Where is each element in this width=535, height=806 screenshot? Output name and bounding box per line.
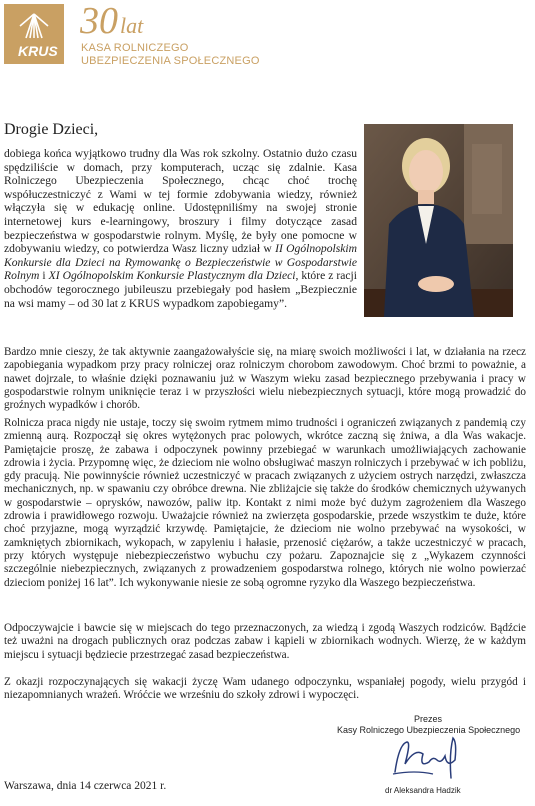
signatory-institution: Kasy Rolniczego Ubezpieczenia Społecznego (337, 725, 521, 735)
body-paragraph-2: Bardzo mnie cieszy, że tak aktywnie zaangażowałyście się, na miarę swoich możliwości i lat, w działania na rzecz zapobiegania wypadkom przy pracy rolniczej oraz rolniczym chorobom zawodowym. Choć brzmi to poważnie, a nawet dojrzale, to właśnie dzięki poznawaniu już w Waszym wieku zasad bezpiecznego przebywania i pracy w gospodarstwie rolnym uniknięcie teraz i w przyszłości wielu niebezpiecznych sytuacji, które mogą prowadzić do groźnych wypadków i chorób. (4, 346, 526, 412)
body-paragraph-5: Z okazji rozpoczynających się wakacji życzę Wam udanego odpoczynku, wspaniałej pogody, wielu przygód i niezapomnianych wrażeń. Wróćcie we wrześniu do szkoły zdrowi i wypoczęci. (4, 676, 526, 702)
org-name-line1: KASA ROLNICZEGO (81, 42, 189, 54)
anniversary-word: lat (120, 13, 144, 38)
signatory-title: Prezes (414, 714, 443, 724)
contest-name-1: II Ogólnopolskim Konkursie dla Dzieci na Rymowankę o Bezpieczeństwie w Gospodarstwie Rolnym (4, 242, 358, 283)
intro-text-1: dobiega końca wyjątkowo trudny dla Was rok szkolny. Ostatnio dużo czasu spędziliście w domach, przy komputerach, ucząc się zdalnie. Kasa Rolniczego Ubezpieczenia Społecznego, chcąc choć trochę współuczestniczyć z Wami w tej formie zdobywania wiedzy, również włączyła się w edukację online. Udostępniliśmy na swojej stronie internetowej kurs e-learningowy, broszury i filmy dotyczące zasad bezpieczeństwa w gospodarstwie rolnym. Myślę, że były one pomocne w zdobywaniu wiedzy, co potwierdza Wasz liczny udział w (4, 147, 357, 256)
intro-text-2: i (39, 269, 49, 283)
handwritten-signature (385, 734, 465, 784)
org-name-line2: UBEZPIECZENIA SPOŁECZNEGO (81, 55, 260, 67)
intro-paragraph (4, 147, 357, 310)
place-and-date: Warszawa, dnia 14 czerwca 2021 r. (4, 780, 167, 792)
anniversary-number: 30 (80, 0, 118, 42)
intro-text-3: , które z racji obchodów tegorocznego jubileuszu przebiegały pod hasłem „Bezpiecznie na wsi mamy – od 30 lat z KRUS wypadkom zapobiegamy”. (4, 269, 357, 310)
body-paragraph-3: Rolnicza praca nigdy nie ustaje, toczy się swoim rytmem mimo trudności i ograniczeń związanych z pandemią czy zmienną aurą. Rozpoczął się okres wytężonych prac polowych, wkrótce zaczną się żniwa, a dla Was wakacje. Pamiętajcie proszę, że zabawa i odpoczynek powinny przebiegać w warunkach umożliwiających zachowanie zdrowia i życia. Przypomnę więc, że dzieciom nie wolno obsługiwać maszyn rolniczych i przebywać w ich pobliżu, gdy pracują. Nie powinnyście również uczestniczyć w pracach związanych z użyciem ostrych narzędzi, zwłaszcza mechanicznych, np. w spawaniu czy obróbce drewna. Nie zbliżajcie się także do środków chemicznych używanych w gospodarstwie – oprysków, nawozów, paliw itp. Kontakt z nimi może być dużym zagrożeniem dla Waszego zdrowia i prawidłowego rozwoju. Uważajcie również na zwierzęta gospodarskie, przede wszystkim te duże, które choć przyjazne, mogą wyrządzić krzywdę. Pamiętajcie, że dzieciom nie wolno przebywać na wysokości, w zamkniętych zbiornikach, wykopach, w zapyleniu i hałasie, przenosić ciężarów, a także uczestniczyć w pracach, przy których występuje niebezpieczeństwo wybuchu czy pożaru. Zapoznajcie się z „Wykazem czynności szczególnie niebezpiecznych, związanych z prowadzeniem gospodarstwa rolnego, których nie wolno powierzać dzieciom poniżej 16 lat”. Ich wykonywanie niesie ze sobą ogromne ryzyko dla Waszego bezpieczeństwa. (4, 417, 526, 589)
body-paragraph-4: Odpoczywajcie i bawcie się w miejscach do tego przeznaczonych, za wiedzą i zgodą Waszych rodziców. Bądźcie też uważni na drogach publicznych oraz podczas zabaw i kąpieli w zbiornikach wodnych. Wierzę, że w każdym miejscu i sytuacji będziecie przestrzegać zasad bezpieczeństwa. (4, 622, 526, 661)
krus-logo-icon (4, 4, 64, 64)
letter-greeting: Drogie Dzieci, (4, 121, 99, 138)
contest-name-2: XI Ogólnopolskim Konkursie Plastycznym dla Dzieci (48, 269, 296, 283)
signatory-name: dr Aleksandra Hadzik (385, 786, 461, 795)
anniversary-mark (80, 2, 143, 45)
svg-text:KRUS: KRUS (18, 43, 58, 59)
portrait-photo (364, 124, 513, 317)
